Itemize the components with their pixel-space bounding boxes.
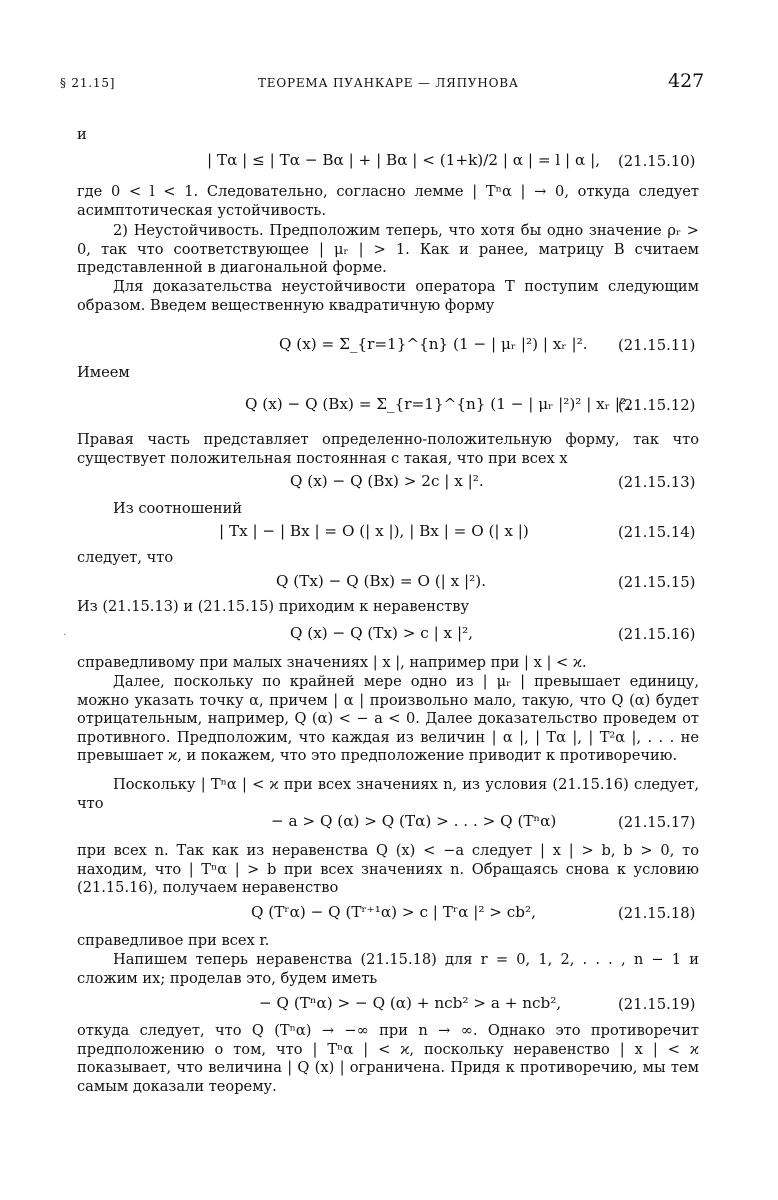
equation-number: (21.15.19) <box>618 996 696 1013</box>
equation: Q (x) − Q (Tx) > c | x |², <box>290 624 473 642</box>
section-marker: § 21.15] <box>60 76 116 90</box>
paragraph: Правая часть представляет определенно-положительную форму, так что существует положительная постоянная c такая, что при всех x <box>77 431 699 467</box>
equation: Q (Tx) − Q (Bx) = O (| x |²). <box>276 572 486 590</box>
equation-number: (21.15.15) <box>618 574 696 591</box>
paragraph: где 0 < l < 1. Следовательно, согласно лемме | Tⁿα | → 0, откуда следует асимптотическая устойчивость. <box>77 183 699 219</box>
paragraph: Далее, поскольку по крайней мере одно из | μᵣ | превышает единицу, можно указать точку α, причем | α | произвольно мало, такую, что Q (α) будет отрицательным, например, Q (α) < − a < 0. Далее доказательство проведем от противного. Предположим, что каждая из величин | α |, | Tα |, | T²α |, . . . не превышает ϰ, и покажем, что это предположение приводит к противоречию. <box>77 673 699 765</box>
page-number: 427 <box>668 70 705 92</box>
equation: | Tα | ≤ | Tα − Bα | + | Bα | < (1+k)/2 | α | = l | α |, <box>207 151 601 169</box>
paragraph: следует, что <box>77 549 174 566</box>
paragraph: Поскольку | Tⁿα | < ϰ при всех значениях n, из условия (21.15.16) следует, что <box>77 776 699 812</box>
equation-number: (21.15.14) <box>618 524 696 541</box>
paragraph: Из (21.15.13) и (21.15.15) приходим к неравенству <box>77 598 470 615</box>
equation: − a > Q (α) > Q (Tα) > . . . > Q (Tⁿα) <box>271 812 557 830</box>
equation: Q (x) − Q (Bx) = Σ_{r=1}^{n} (1 − | μᵣ |²)² | xᵣ |². <box>245 395 631 413</box>
paragraph: Для доказательства неустойчивости оператора T поступим следующим образом. Введем вещественную квадратичную форму <box>77 278 699 314</box>
equation-number: (21.15.12) <box>618 397 696 414</box>
paragraph: и <box>77 126 87 143</box>
paragraph: справедливому при малых значениях | x |, например при | x | < ϰ. <box>77 654 587 671</box>
equation-number: (21.15.16) <box>618 626 696 643</box>
paragraph: при всех n. Так как из неравенства Q (x) < −a следует | x | > b, b > 0, то находим, что | Tⁿα | > b при всех значениях n. Обращаясь снова к условию (21.15.16), получаем неравенство <box>77 842 699 897</box>
equation-number: (21.15.17) <box>618 814 696 831</box>
paragraph: 2) Неустойчивость. Предположим теперь, что хотя бы одно значение ρᵣ > 0, так что соответствующее | μᵣ | > 1. Как и ранее, матрицу B считаем представленной в диагональной форме. <box>77 222 699 277</box>
equation: − Q (Tⁿα) > − Q (α) + ncb² > a + ncb², <box>259 994 562 1012</box>
equation: Q (x) = Σ_{r=1}^{n} (1 − | μᵣ |²) | xᵣ |². <box>279 335 588 353</box>
paragraph: Из соотношений <box>113 500 243 517</box>
running-title: ТЕОРЕМА ПУАНКАРЕ — ЛЯПУНОВА <box>258 76 519 90</box>
equation-number: (21.15.10) <box>618 153 696 170</box>
paragraph: откуда следует, что Q (Tⁿα) → −∞ при n → ∞. Однако это противоречит предположению о том, что | Tⁿα | < ϰ, поскольку неравенство | x | < ϰ показывает, что величина | Q (x) | ограничена. Придя к противоречию, мы тем самым доказали теорему. <box>77 1022 699 1095</box>
equation-number: (21.15.11) <box>618 337 696 354</box>
paragraph: Имеем <box>77 364 130 381</box>
equation: Q (x) − Q (Bx) > 2c | x |². <box>290 472 484 490</box>
equation-number: (21.15.13) <box>618 474 696 491</box>
margin-dot: · <box>63 630 67 641</box>
equation: | Tx | − | Bx | = O (| x |), | Bx | = O (| x |) <box>219 522 529 540</box>
paragraph: справедливое при всех r. <box>77 932 270 949</box>
equation: Q (Tʳα) − Q (Tʳ⁺¹α) > c | Tʳα |² > cb², <box>251 903 536 921</box>
equation-number: (21.15.18) <box>618 905 696 922</box>
paragraph: Напишем теперь неравенства (21.15.18) для r = 0, 1, 2, . . . , n − 1 и сложим их; проделав это, будем иметь <box>77 951 699 987</box>
